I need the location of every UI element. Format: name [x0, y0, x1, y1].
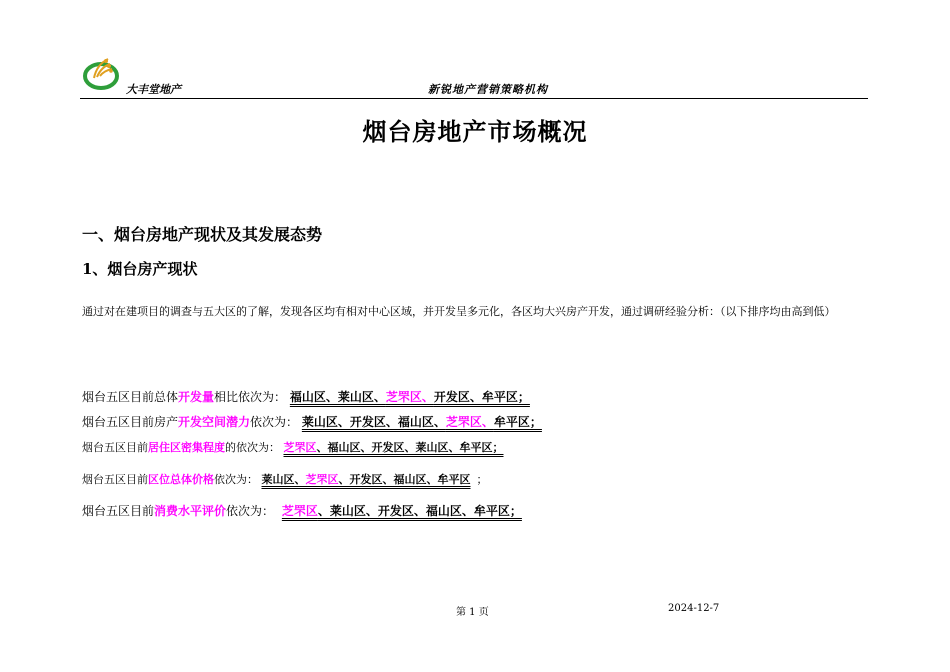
ranking-connector: 相比依次为：: [214, 390, 287, 404]
company-logo-icon: [82, 56, 120, 92]
company-slogan: 新锐地产营销策略机构: [428, 83, 548, 96]
ranking-prefix: 烟台五区目前总体: [82, 390, 179, 404]
ranking-line-development-potential: [82, 413, 554, 430]
ranking-result: 福山区、莱山区、芝罘区、开发区、牟平区；: [289, 390, 530, 404]
ranking-prefix: 烟台五区目前: [82, 473, 148, 486]
ranking-result: 莱山区、开发区、福山区、芝罘区、牟平区；: [301, 415, 542, 429]
page-header: [80, 54, 868, 99]
footer-date: 2024-12-7: [668, 603, 720, 614]
ranking-line-consumption-level: [82, 502, 534, 519]
ranking-connector: 依次为：: [226, 504, 275, 518]
ranking-result: 莱山区、芝罘区、开发区、福山区、牟平区: [261, 473, 471, 486]
company-name: 大丰堂地产: [126, 83, 181, 96]
ranking-connector: 的依次为：: [225, 441, 280, 454]
ranking-result: 芝罘区、莱山区、开发区、福山区、牟平区；: [281, 504, 522, 518]
ranking-criterion: 区位总体价格: [148, 473, 214, 486]
ranking-prefix: 烟台五区目前: [82, 504, 155, 518]
section-heading: 一、烟台房地产现状及其发展态势: [82, 225, 323, 244]
ranking-line-development-volume: [82, 388, 542, 405]
ranking-line-residential-density: [82, 439, 516, 455]
document-title: 烟台房地产市场概况: [362, 117, 588, 146]
ranking-prefix: 烟台五区目前房产: [82, 415, 179, 429]
ranking-criterion: 居住区密集程度: [148, 441, 225, 454]
intro-paragraph: 通过对在建项目的调查与五大区的了解，发现各区均有相对中心区域，并开发呈多元化，各区均大兴房产开发，通过调研经验分析：（以下排序均由高到低）: [82, 305, 836, 318]
ranking-connector: 依次为：: [214, 473, 258, 486]
ranking-criterion: 开发空间潜力: [178, 415, 251, 429]
ranking-connector: 依次为：: [250, 415, 299, 429]
ranking-result: 芝罘区、福山区、开发区、莱山区、牟平区；: [283, 441, 504, 454]
ranking-criterion: 消费水平评价: [154, 504, 227, 518]
ranking-criterion: 开发量: [178, 390, 215, 404]
ranking-line-location-price: 烟台五区目前区位总体价格依次为： 莱山区、芝罘区、开发区、福山区、牟平区 ；: [82, 473, 488, 486]
ranking-prefix: 烟台五区目前: [82, 441, 148, 454]
subsection-heading: 1、烟台房产现状: [82, 260, 198, 278]
page-number: 第 1 页: [456, 607, 489, 618]
